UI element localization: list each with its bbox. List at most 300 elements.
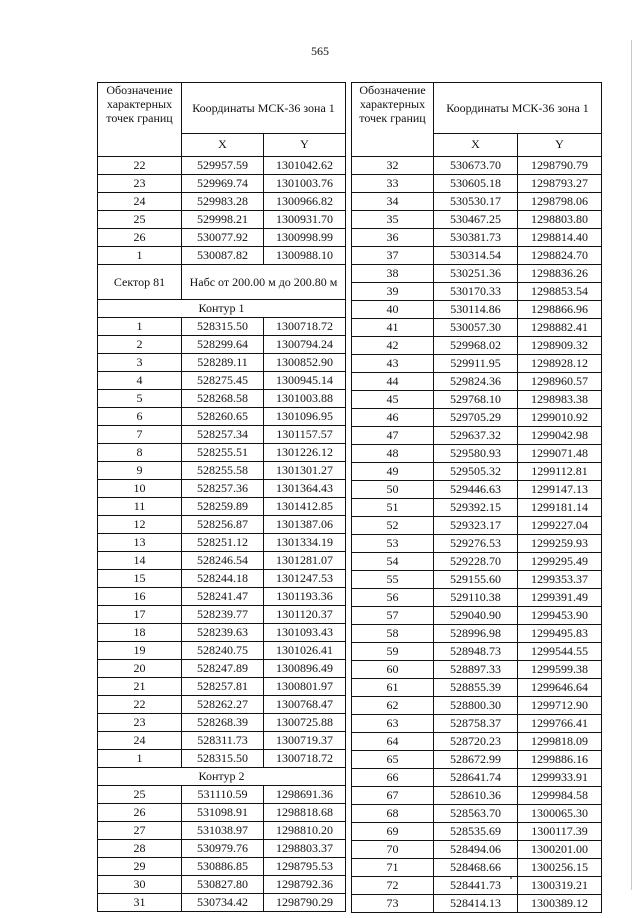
y-coordinate-cell: 1298790.29 xyxy=(264,894,346,912)
header-y: Y xyxy=(264,133,346,156)
x-coordinate-cell: 529323.17 xyxy=(434,517,518,535)
header-x: X xyxy=(434,133,518,156)
table-row xyxy=(352,409,602,427)
table-row xyxy=(352,589,602,607)
contour-1-label: Контур 1 xyxy=(98,300,346,318)
y-coordinate-cell: 1301042.62 xyxy=(264,157,346,175)
y-coordinate-cell: 1300801.97 xyxy=(264,678,346,696)
point-number-cell: 60 xyxy=(352,661,434,679)
point-number-cell: 65 xyxy=(352,751,434,769)
x-coordinate-cell: 529276.53 xyxy=(434,535,518,553)
table-row xyxy=(98,660,346,678)
x-coordinate-cell: 528315.50 xyxy=(182,318,264,336)
point-number-cell: 44 xyxy=(352,373,434,391)
x-coordinate-cell: 530251.36 xyxy=(434,265,518,283)
x-coordinate-cell: 529968.02 xyxy=(434,337,518,355)
point-number-cell: 25 xyxy=(98,786,182,804)
table-row xyxy=(352,499,602,517)
y-coordinate-cell: 1301157.57 xyxy=(264,426,346,444)
x-coordinate-cell: 531110.59 xyxy=(182,786,264,804)
table-row xyxy=(352,337,602,355)
x-coordinate-cell: 528494.06 xyxy=(434,841,518,859)
table-row xyxy=(98,732,346,750)
table-row xyxy=(98,822,346,840)
point-number-cell: 48 xyxy=(352,445,434,463)
table-row xyxy=(98,876,346,894)
y-coordinate-cell: 1299599.38 xyxy=(518,661,602,679)
x-coordinate-cell: 529969.74 xyxy=(182,175,264,193)
y-coordinate-cell: 1301093.43 xyxy=(264,624,346,642)
nabs-range: Набс от 200.00 м до 200.80 м xyxy=(182,265,346,300)
table-row xyxy=(352,373,602,391)
point-number-cell: 31 xyxy=(98,894,182,912)
right-table-body xyxy=(352,83,602,913)
table-row xyxy=(352,715,602,733)
table-row xyxy=(98,247,346,265)
header-x: X xyxy=(182,133,264,156)
point-number-cell: 23 xyxy=(98,175,182,193)
point-number-cell: 5 xyxy=(98,390,182,408)
table-row xyxy=(352,445,602,463)
x-coordinate-cell: 530467.25 xyxy=(434,211,518,229)
point-number-cell: 50 xyxy=(352,481,434,499)
point-number-cell: 15 xyxy=(98,570,182,588)
point-number-cell: 3 xyxy=(98,354,182,372)
x-coordinate-cell: 529983.28 xyxy=(182,193,264,211)
table-row xyxy=(352,301,602,319)
y-coordinate-cell: 1298882.41 xyxy=(518,319,602,337)
x-coordinate-cell: 530827.80 xyxy=(182,876,264,894)
point-number-cell: 14 xyxy=(98,552,182,570)
point-number-cell: 63 xyxy=(352,715,434,733)
x-coordinate-cell: 528855.39 xyxy=(434,679,518,697)
y-coordinate-cell: 1301096.95 xyxy=(264,408,346,426)
y-coordinate-cell: 1299766.41 xyxy=(518,715,602,733)
table-row xyxy=(98,678,346,696)
x-coordinate-cell: 529998.21 xyxy=(182,211,264,229)
x-coordinate-cell: 530734.42 xyxy=(182,894,264,912)
table-row xyxy=(98,318,346,336)
point-number-cell: 25 xyxy=(98,211,182,229)
point-number-cell: 70 xyxy=(352,841,434,859)
point-number-cell: 73 xyxy=(352,895,434,913)
scan-dot xyxy=(510,877,512,879)
x-coordinate-cell: 528268.39 xyxy=(182,714,264,732)
x-coordinate-cell: 529446.63 xyxy=(434,481,518,499)
point-number-cell: 72 xyxy=(352,877,434,895)
y-coordinate-cell: 1299933.91 xyxy=(518,769,602,787)
y-coordinate-cell: 1300319.21 xyxy=(518,877,602,895)
y-coordinate-cell: 1299112.81 xyxy=(518,463,602,481)
table-row xyxy=(98,498,346,516)
x-coordinate-cell: 528897.33 xyxy=(434,661,518,679)
point-number-cell: 49 xyxy=(352,463,434,481)
table-row xyxy=(352,211,602,229)
page-edge-line xyxy=(631,40,632,890)
table-row xyxy=(98,480,346,498)
y-coordinate-cell: 1299984.58 xyxy=(518,787,602,805)
header-y: Y xyxy=(518,133,602,156)
y-coordinate-cell: 1298928.12 xyxy=(518,355,602,373)
x-coordinate-cell: 529392.15 xyxy=(434,499,518,517)
table-row xyxy=(352,859,602,877)
y-coordinate-cell: 1298818.68 xyxy=(264,804,346,822)
point-number-cell: 41 xyxy=(352,319,434,337)
y-coordinate-cell: 1299227.04 xyxy=(518,517,602,535)
table-row xyxy=(352,247,602,265)
x-coordinate-cell: 528758.37 xyxy=(434,715,518,733)
table-row xyxy=(352,751,602,769)
y-coordinate-cell: 1301412.85 xyxy=(264,498,346,516)
point-number-cell: 21 xyxy=(98,678,182,696)
x-coordinate-cell: 528244.18 xyxy=(182,570,264,588)
y-coordinate-cell: 1299042.98 xyxy=(518,427,602,445)
table-row xyxy=(352,427,602,445)
y-coordinate-cell: 1301301.27 xyxy=(264,462,346,480)
table-row xyxy=(352,517,602,535)
section-row xyxy=(98,300,346,318)
table-row xyxy=(352,193,602,211)
table-row xyxy=(352,877,602,895)
x-coordinate-cell: 528299.64 xyxy=(182,336,264,354)
y-coordinate-cell: 1299010.92 xyxy=(518,409,602,427)
x-coordinate-cell: 529155.60 xyxy=(434,571,518,589)
point-number-cell: 32 xyxy=(352,157,434,175)
x-coordinate-cell: 529110.38 xyxy=(434,589,518,607)
x-coordinate-cell: 531098.91 xyxy=(182,804,264,822)
x-coordinate-cell: 528948.73 xyxy=(434,643,518,661)
point-number-cell: 30 xyxy=(98,876,182,894)
point-number-cell: 64 xyxy=(352,733,434,751)
header-coordinates: Координаты МСК-36 зона 1 xyxy=(434,83,602,134)
point-number-cell: 67 xyxy=(352,787,434,805)
table-row xyxy=(352,553,602,571)
point-number-cell: 10 xyxy=(98,480,182,498)
y-coordinate-cell: 1298793.27 xyxy=(518,175,602,193)
point-number-cell: 27 xyxy=(98,822,182,840)
table-row xyxy=(352,157,602,175)
table-row xyxy=(98,606,346,624)
table-row xyxy=(98,642,346,660)
table-row xyxy=(98,804,346,822)
table-row xyxy=(98,372,346,390)
x-coordinate-cell: 528268.58 xyxy=(182,390,264,408)
point-number-cell: 1 xyxy=(98,318,182,336)
y-coordinate-cell: 1299646.64 xyxy=(518,679,602,697)
y-coordinate-cell: 1299495.83 xyxy=(518,625,602,643)
x-coordinate-cell: 528255.58 xyxy=(182,462,264,480)
table-row xyxy=(98,750,346,768)
point-number-cell: 9 xyxy=(98,462,182,480)
x-coordinate-cell: 528996.98 xyxy=(434,625,518,643)
x-coordinate-cell: 528241.47 xyxy=(182,588,264,606)
y-coordinate-cell: 1300896.49 xyxy=(264,660,346,678)
table-row xyxy=(352,787,602,805)
table-row xyxy=(98,408,346,426)
x-coordinate-cell: 528239.77 xyxy=(182,606,264,624)
y-coordinate-cell: 1298866.96 xyxy=(518,301,602,319)
point-number-cell: 12 xyxy=(98,516,182,534)
y-coordinate-cell: 1299295.49 xyxy=(518,553,602,571)
x-coordinate-cell: 528239.63 xyxy=(182,624,264,642)
point-number-cell: 53 xyxy=(352,535,434,553)
x-coordinate-cell: 529768.10 xyxy=(434,391,518,409)
table-row xyxy=(98,840,346,858)
table-row xyxy=(98,336,346,354)
x-coordinate-cell: 528247.89 xyxy=(182,660,264,678)
header-coordinates: Координаты МСК-36 зона 1 xyxy=(182,83,346,134)
contour-2-label: Контур 2 xyxy=(98,768,346,786)
table-row xyxy=(352,625,602,643)
x-coordinate-cell: 528414.13 xyxy=(434,895,518,913)
y-coordinate-cell: 1299071.48 xyxy=(518,445,602,463)
table-row xyxy=(98,570,346,588)
x-coordinate-cell: 528641.74 xyxy=(434,769,518,787)
y-coordinate-cell: 1298810.20 xyxy=(264,822,346,840)
y-coordinate-cell: 1300966.82 xyxy=(264,193,346,211)
y-coordinate-cell: 1300718.72 xyxy=(264,318,346,336)
y-coordinate-cell: 1301364.43 xyxy=(264,480,346,498)
y-coordinate-cell: 1298836.26 xyxy=(518,265,602,283)
y-coordinate-cell: 1300852.90 xyxy=(264,354,346,372)
x-coordinate-cell: 530114.86 xyxy=(434,301,518,319)
point-number-cell: 24 xyxy=(98,193,182,211)
point-number-cell: 13 xyxy=(98,534,182,552)
table-row xyxy=(352,481,602,499)
point-number-cell: 40 xyxy=(352,301,434,319)
point-number-cell: 62 xyxy=(352,697,434,715)
table-row xyxy=(352,823,602,841)
y-coordinate-cell: 1301193.36 xyxy=(264,588,346,606)
point-number-cell: 7 xyxy=(98,426,182,444)
point-number-cell: 4 xyxy=(98,372,182,390)
point-number-cell: 47 xyxy=(352,427,434,445)
sector-name: Сектор 81 xyxy=(98,265,182,300)
y-coordinate-cell: 1299453.90 xyxy=(518,607,602,625)
y-coordinate-cell: 1299181.14 xyxy=(518,499,602,517)
table-row xyxy=(98,390,346,408)
x-coordinate-cell: 528672.99 xyxy=(434,751,518,769)
point-number-cell: 1 xyxy=(98,247,182,265)
point-number-cell: 23 xyxy=(98,714,182,732)
y-coordinate-cell: 1301226.12 xyxy=(264,444,346,462)
y-coordinate-cell: 1300117.39 xyxy=(518,823,602,841)
point-number-cell: 6 xyxy=(98,408,182,426)
point-number-cell: 36 xyxy=(352,229,434,247)
x-coordinate-cell: 530979.76 xyxy=(182,840,264,858)
table-row xyxy=(98,894,346,912)
point-number-cell: 22 xyxy=(98,157,182,175)
header-designation: Обозначение характерных точек границ xyxy=(98,83,182,157)
x-coordinate-cell: 530314.54 xyxy=(434,247,518,265)
x-coordinate-cell: 528255.51 xyxy=(182,444,264,462)
x-coordinate-cell: 528262.27 xyxy=(182,696,264,714)
point-number-cell: 66 xyxy=(352,769,434,787)
x-coordinate-cell: 528251.12 xyxy=(182,534,264,552)
x-coordinate-cell: 530530.17 xyxy=(434,193,518,211)
y-coordinate-cell: 1301003.76 xyxy=(264,175,346,193)
y-coordinate-cell: 1298814.40 xyxy=(518,229,602,247)
x-coordinate-cell: 530605.18 xyxy=(434,175,518,193)
header-designation: Обозначение характерных точек границ xyxy=(352,83,434,157)
y-coordinate-cell: 1300389.12 xyxy=(518,895,602,913)
table-row xyxy=(352,697,602,715)
y-coordinate-cell: 1300719.37 xyxy=(264,732,346,750)
point-number-cell: 26 xyxy=(98,804,182,822)
x-coordinate-cell: 529505.32 xyxy=(434,463,518,481)
point-number-cell: 61 xyxy=(352,679,434,697)
header-row xyxy=(352,83,602,134)
y-coordinate-cell: 1299818.09 xyxy=(518,733,602,751)
table-row xyxy=(352,265,602,283)
table-row xyxy=(98,193,346,211)
table-row xyxy=(98,211,346,229)
table-row xyxy=(98,157,346,175)
point-number-cell: 57 xyxy=(352,607,434,625)
point-number-cell: 2 xyxy=(98,336,182,354)
table-row xyxy=(98,552,346,570)
y-coordinate-cell: 1298803.80 xyxy=(518,211,602,229)
x-coordinate-cell: 528311.73 xyxy=(182,732,264,750)
point-number-cell: 1 xyxy=(98,750,182,768)
y-coordinate-cell: 1298798.06 xyxy=(518,193,602,211)
y-coordinate-cell: 1298792.36 xyxy=(264,876,346,894)
table-row xyxy=(352,733,602,751)
y-coordinate-cell: 1299353.37 xyxy=(518,571,602,589)
point-number-cell: 56 xyxy=(352,589,434,607)
point-number-cell: 28 xyxy=(98,840,182,858)
left-table-body xyxy=(98,83,346,912)
table-row xyxy=(98,786,346,804)
y-coordinate-cell: 1298790.79 xyxy=(518,157,602,175)
y-coordinate-cell: 1300998.99 xyxy=(264,229,346,247)
x-coordinate-cell: 528610.36 xyxy=(434,787,518,805)
point-number-cell: 29 xyxy=(98,858,182,876)
point-number-cell: 20 xyxy=(98,660,182,678)
table-row xyxy=(98,354,346,372)
x-coordinate-cell: 529957.59 xyxy=(182,157,264,175)
table-row xyxy=(352,571,602,589)
point-number-cell: 8 xyxy=(98,444,182,462)
x-coordinate-cell: 530057.30 xyxy=(434,319,518,337)
table-row xyxy=(352,607,602,625)
y-coordinate-cell: 1298803.37 xyxy=(264,840,346,858)
table-row xyxy=(352,283,602,301)
table-row xyxy=(98,229,346,247)
x-coordinate-cell: 529040.90 xyxy=(434,607,518,625)
x-coordinate-cell: 528246.54 xyxy=(182,552,264,570)
y-coordinate-cell: 1301026.41 xyxy=(264,642,346,660)
y-coordinate-cell: 1300065.30 xyxy=(518,805,602,823)
y-coordinate-cell: 1298691.36 xyxy=(264,786,346,804)
point-number-cell: 37 xyxy=(352,247,434,265)
table-row xyxy=(352,805,602,823)
x-coordinate-cell: 528289.11 xyxy=(182,354,264,372)
x-coordinate-cell: 529824.36 xyxy=(434,373,518,391)
point-number-cell: 46 xyxy=(352,409,434,427)
y-coordinate-cell: 1300256.15 xyxy=(518,859,602,877)
coordinates-table-right xyxy=(351,82,602,913)
sector-row xyxy=(98,265,346,300)
table-row xyxy=(98,444,346,462)
x-coordinate-cell: 528257.36 xyxy=(182,480,264,498)
x-coordinate-cell: 529911.95 xyxy=(434,355,518,373)
point-number-cell: 55 xyxy=(352,571,434,589)
x-coordinate-cell: 528240.75 xyxy=(182,642,264,660)
y-coordinate-cell: 1300794.24 xyxy=(264,336,346,354)
point-number-cell: 71 xyxy=(352,859,434,877)
table-row xyxy=(98,426,346,444)
point-number-cell: 39 xyxy=(352,283,434,301)
y-coordinate-cell: 1298795.53 xyxy=(264,858,346,876)
point-number-cell: 45 xyxy=(352,391,434,409)
y-coordinate-cell: 1299544.55 xyxy=(518,643,602,661)
table-row xyxy=(98,624,346,642)
point-number-cell: 38 xyxy=(352,265,434,283)
page-number: 565 xyxy=(311,44,329,58)
table-row xyxy=(98,696,346,714)
point-number-cell: 69 xyxy=(352,823,434,841)
point-number-cell: 34 xyxy=(352,193,434,211)
y-coordinate-cell: 1300718.72 xyxy=(264,750,346,768)
table-row xyxy=(352,463,602,481)
table-row xyxy=(98,175,346,193)
x-coordinate-cell: 530886.85 xyxy=(182,858,264,876)
table-row xyxy=(352,895,602,913)
y-coordinate-cell: 1300931.70 xyxy=(264,211,346,229)
x-coordinate-cell: 530170.33 xyxy=(434,283,518,301)
coordinates-table-left xyxy=(97,82,346,912)
y-coordinate-cell: 1301281.07 xyxy=(264,552,346,570)
point-number-cell: 17 xyxy=(98,606,182,624)
y-coordinate-cell: 1298824.70 xyxy=(518,247,602,265)
point-number-cell: 26 xyxy=(98,229,182,247)
point-number-cell: 11 xyxy=(98,498,182,516)
table-row xyxy=(352,319,602,337)
point-number-cell: 59 xyxy=(352,643,434,661)
y-coordinate-cell: 1301003.88 xyxy=(264,390,346,408)
y-coordinate-cell: 1299391.49 xyxy=(518,589,602,607)
x-coordinate-cell: 530077.92 xyxy=(182,229,264,247)
y-coordinate-cell: 1301120.37 xyxy=(264,606,346,624)
point-number-cell: 35 xyxy=(352,211,434,229)
table-row xyxy=(352,661,602,679)
y-coordinate-cell: 1299886.16 xyxy=(518,751,602,769)
y-coordinate-cell: 1300988.10 xyxy=(264,247,346,265)
table-row xyxy=(352,679,602,697)
x-coordinate-cell: 528256.87 xyxy=(182,516,264,534)
point-number-cell: 22 xyxy=(98,696,182,714)
x-coordinate-cell: 528257.34 xyxy=(182,426,264,444)
table-row xyxy=(98,858,346,876)
table-row xyxy=(98,588,346,606)
point-number-cell: 16 xyxy=(98,588,182,606)
y-coordinate-cell: 1299259.93 xyxy=(518,535,602,553)
y-coordinate-cell: 1300945.14 xyxy=(264,372,346,390)
table-row xyxy=(98,462,346,480)
point-number-cell: 18 xyxy=(98,624,182,642)
point-number-cell: 54 xyxy=(352,553,434,571)
point-number-cell: 68 xyxy=(352,805,434,823)
x-coordinate-cell: 528257.81 xyxy=(182,678,264,696)
table-row xyxy=(352,643,602,661)
table-row xyxy=(98,516,346,534)
y-coordinate-cell: 1300768.47 xyxy=(264,696,346,714)
y-coordinate-cell: 1299712.90 xyxy=(518,697,602,715)
point-number-cell: 52 xyxy=(352,517,434,535)
x-coordinate-cell: 528260.65 xyxy=(182,408,264,426)
x-coordinate-cell: 529228.70 xyxy=(434,553,518,571)
